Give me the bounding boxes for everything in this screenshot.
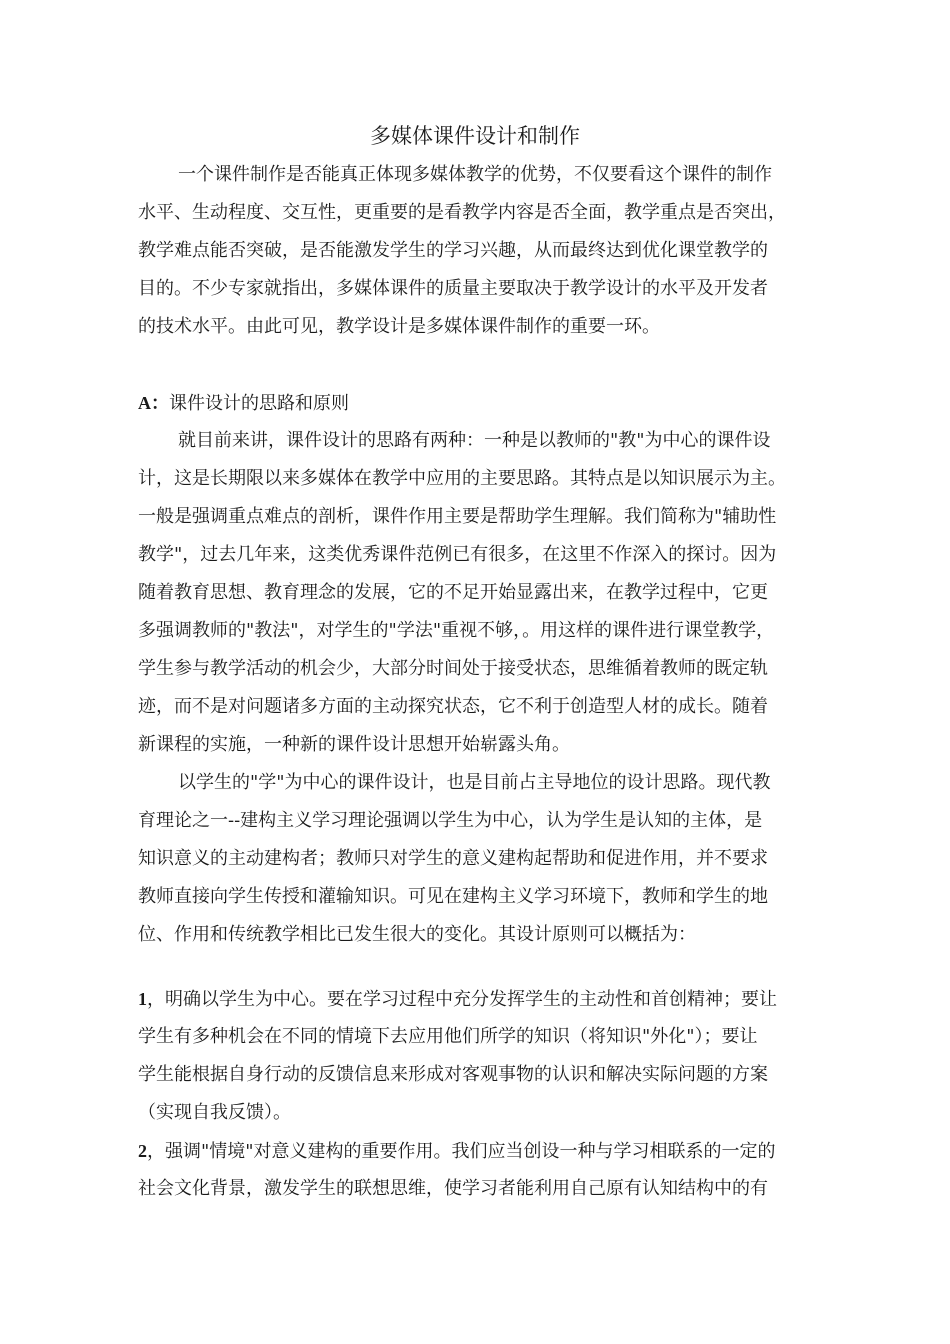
paragraph-line: 迹，而不是对问题诸多方面的主动探究状态，它不利于创造型人材的成长。随着	[138, 696, 768, 717]
paragraph-line: 学生能根据自身行动的反馈信息来形成对客观事物的认识和解决实际问题的方案	[138, 1064, 768, 1085]
item-number: 2	[138, 1141, 147, 1161]
paragraph-line: 社会文化背景，激发学生的联想思维，使学习者能利用自己原有认知结构中的有	[138, 1178, 768, 1199]
paragraph-line: 随着教育思想、教育理念的发展，它的不足开始显露出来，在教学过程中，它更	[138, 582, 768, 603]
paragraph-line: 知识意义的主动建构者；教师只对学生的意义建构起帮助和促进作用，并不要求	[138, 848, 768, 869]
section-heading-text: 课件设计的思路和原则	[169, 393, 349, 414]
paragraph-line: 育理论之一--建构主义学习理论强调以学生为中心，认为学生是认知的主体，是	[138, 810, 763, 831]
paragraph-line: 学生参与教学活动的机会少，大部分时间处于接受状态，思维循着教师的既定轨	[138, 658, 768, 679]
paragraph-line: 一般是强调重点难点的剖析，课件作用主要是帮助学生理解。我们简称为"辅助性	[138, 506, 777, 527]
paragraph-line: 计，这是长期限以来多媒体在教学中应用的主要思路。其特点是以知识展示为主。	[138, 468, 786, 489]
intro-line: 目的。不少专家就指出，多媒体课件的质量主要取决于教学设计的水平及开发者	[138, 278, 768, 299]
paragraph-line: 位、作用和传统教学相比已发生很大的变化。其设计原则可以概括为：	[138, 924, 696, 945]
section-marker: A	[138, 393, 151, 413]
item-number: 1	[138, 989, 147, 1009]
paragraph-line: 多强调教师的"教法"，对学生的"学法"重视不够，。用这样的课件进行课堂教学，	[138, 620, 775, 641]
document-title: 多媒体课件设计和制作	[370, 124, 580, 148]
paragraph-line: 学生有多种机会在不同的情境下去应用他们所学的知识（将知识"外化"）；要让	[138, 1026, 758, 1047]
intro-line: 一个课件制作是否能真正体现多媒体教学的优势，不仅要看这个课件的制作	[178, 164, 772, 185]
intro-line: 的技术水平。由此可见，教学设计是多媒体课件制作的重要一环。	[138, 316, 660, 337]
intro-line: 水平、生动程度、交互性，更重要的是看教学内容是否全面，教学重点是否突出，	[138, 202, 786, 223]
section-a-heading	[138, 391, 349, 416]
paragraph-line: 教师直接向学生传授和灌输知识。可见在建构主义学习环境下，教师和学生的地	[138, 886, 768, 907]
principle-item-1	[138, 987, 777, 1012]
paragraph-line: 以学生的"学"为中心的课件设计，也是目前占主导地位的设计思路。现代教	[178, 772, 771, 793]
paragraph-line: （实现自我反馈）。	[138, 1102, 291, 1123]
item-text: ，强调"情境"对意义建构的重要作用。我们应当创设一种与学习相联系的一定的	[147, 1141, 776, 1162]
principle-item-2	[138, 1139, 776, 1164]
item-text: ，明确以学生为中心。要在学习过程中充分发挥学生的主动性和首创精神；要让	[147, 989, 777, 1010]
section-colon: ：	[151, 393, 169, 413]
paragraph-line: 教学"，过去几年来，这类优秀课件范例已有很多，在这里不作深入的探讨。因为	[138, 544, 777, 565]
paragraph-line: 就目前来讲，课件设计的思路有两种：一种是以教师的"教"为中心的课件设	[178, 430, 771, 451]
intro-line: 教学难点能否突破，是否能激发学生的学习兴趣，从而最终达到优化课堂教学的	[138, 240, 768, 261]
paragraph-line: 新课程的实施，一种新的课件设计思想开始崭露头角。	[138, 734, 570, 755]
